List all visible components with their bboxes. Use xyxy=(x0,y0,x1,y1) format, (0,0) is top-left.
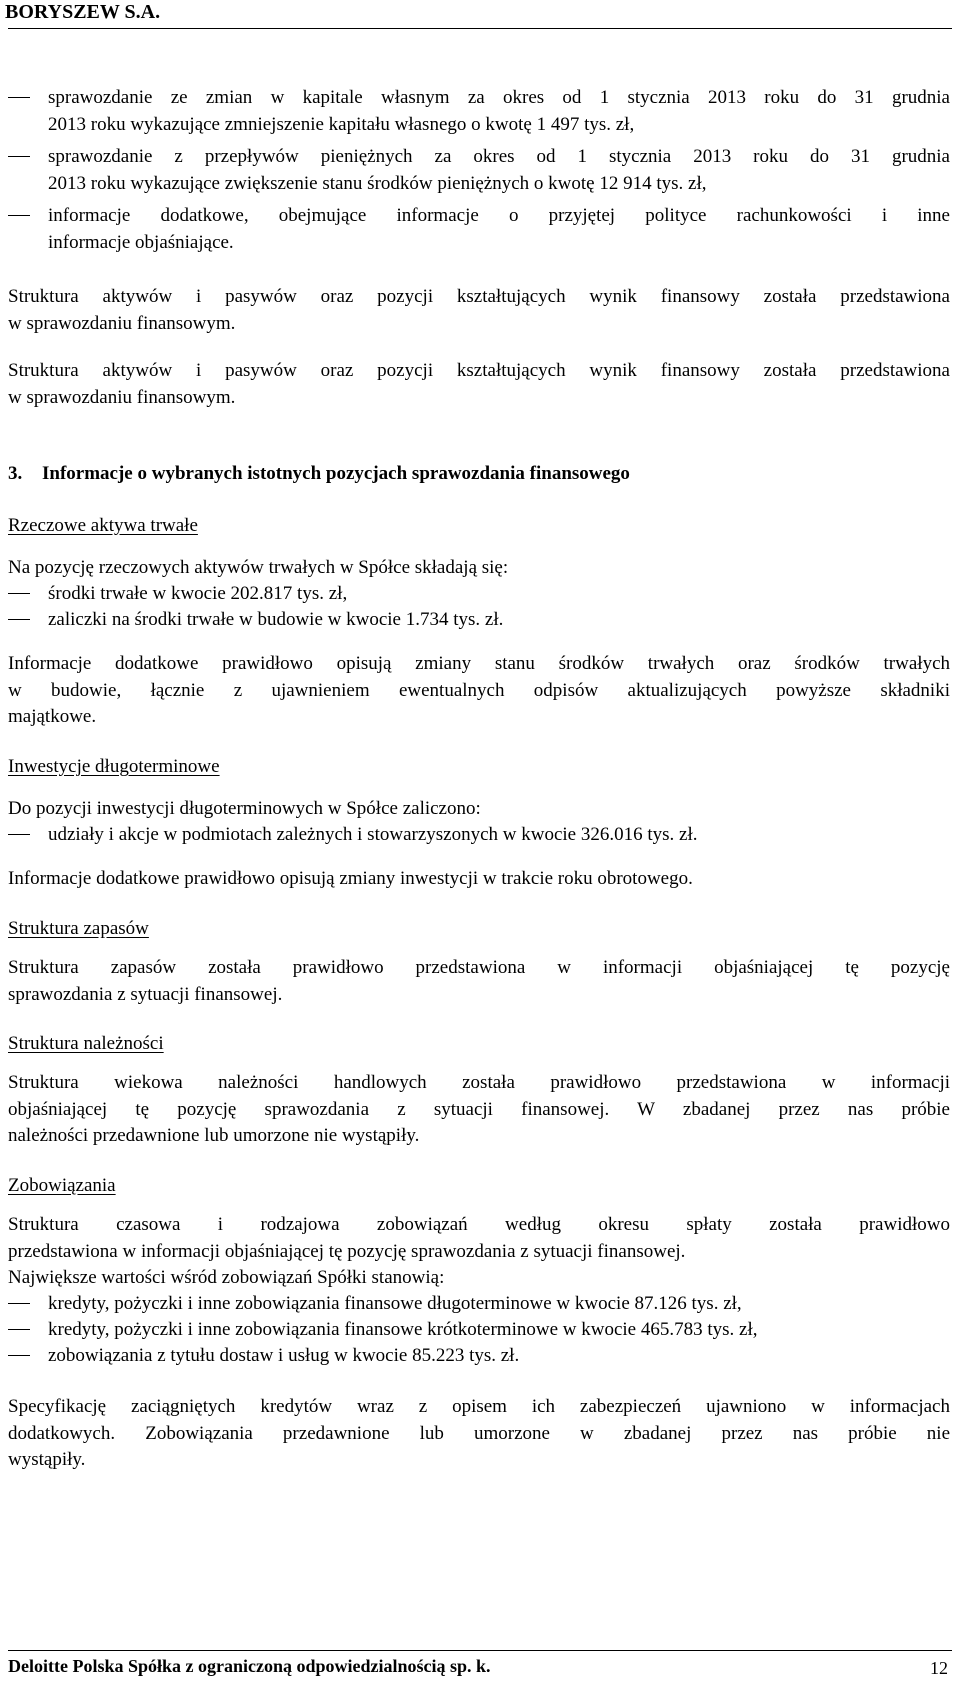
paragraph xyxy=(8,284,950,337)
dash-bullet-icon xyxy=(8,97,30,98)
section-heading xyxy=(8,461,950,488)
line: Struktura aktywów i pasywów oraz pozycji kształtujących wynik finansowy została przedstawiona xyxy=(8,360,950,381)
paragraph xyxy=(8,1212,950,1292)
dash-bullet-icon xyxy=(8,156,30,157)
subsection-heading: Struktura zapasów xyxy=(8,918,149,939)
line: 2013 roku wykazujące zmniejszenie kapitału własnego o kwotę 1 497 tys. zł, xyxy=(48,113,635,135)
dash-bullet-icon xyxy=(8,834,30,835)
paragraph xyxy=(8,955,950,1008)
line: Struktura wiekowa należności handlowych została prawidłowo przedstawiona w informacji xyxy=(8,1072,950,1093)
footer-rule xyxy=(8,1650,952,1651)
document-page: BORYSZEW S.A. sprawozdanie ze zmian w kapitale własnym za okres od 1 stycznia 2013 roku do 31 grudnia 2013 roku wykazujące zmniejszenie kapitału własnego o kwotę 1 497 tys. zł, sprawozdanie z przepływów pieniężnych za okres od 1 stycznia 2013 roku do 31 grudnia 2013 roku wykazujące zwiększenie stanu środków pieniężnych o kwotę 12 914 tys. zł, informacje dodatkowe, obejmujące informacje o przyjętej polityce rachunkowości i inne informacje objaśniające. Struktura aktywów i pasywów oraz pozycji kształtujących wynik finansowy została przedstawiona w sprawozdaniu finansowym. Struktura aktywów i pasywów oraz pozycji kształtujących wynik finansowy została przedstawiona w sprawozdaniu finansowym. 3. Informacje o wybranych istotnych pozycjach sprawozdania finansowego Rzeczowe aktywa trwałe Na pozycję rzeczowych aktywów trwałych w Spółce składają się: środki trwałe w kwocie 202.817 tys. zł, zaliczki na środki trwałe w budowie w kwocie 1.734 tys. zł. Informacje dodatkowe prawidłowo opisują zmiany stanu środków trwałych oraz środków trwałych w budowie, łącznie z ujawnieniem ewentualnych odpisów aktualizujących powyższe składniki majątkowe. Inwestycje długoterminowe Do pozycji inwestycji długoterminowych w Spółce zaliczono: udziały i akcje w podmiotach zależnych i stowarzyszonych w kwocie 326.016 tys. zł. Informacje dodatkowe prawidłowo opisują zmiany inwestycji w trakcie roku obrotowego. Struktura zapasów Struktura zapasów została prawidłowo przedstawiona w informacji objaśniającej tę pozycję sprawozdania z sytuacji finansowej. Struktura należności Struktura wiekowa należności handlowych została prawidłowo przedstawiona w informacji objaśniającej tę pozycję sprawozdania z sytuacji finansowej. W zbadanej przez nas próbie należności przedawnione lub umorzone nie wystąpiły. Zobowiązania Struktura czasowa i rodzajowa zobowiązań według okresu spłaty została prawidłowo przedstawiona w informacji objaśniającej tę pozycję sprawozdania z sytuacji finansowej. Największe wartości wśród zobowiązań Spółki stanowią: kredyty, pożyczki i inne zobowiązania finansowe długoterminowe w kwocie 87.126 tys. zł, kredyty, pożyczki i inne zobowiązania finansowe krótkoterminowe w kwocie 465.783 tys. zł, zobowiązania z tytułu dostaw i usług w kwocie 85.223 tys. zł. Specyfikację zaciągniętych kredytów wraz z opisem ich zabezpieczeń ujawniono w informacjach dodatkowych. Zobowiązania przedawnione lub umorzone w zbadanej przez nas próbie nie wystąpiły. Deloitte Polska Spółka z ograniczoną odpowiedzialnością sp. k. 12 xyxy=(5,1,950,1678)
subsection-heading: Inwestycje długoterminowe xyxy=(8,756,220,777)
line: Specyfikację zaciągniętych kredytów wraz z opisem ich zabezpieczeń ujawniono w informacjach xyxy=(8,1396,950,1417)
line: informacje objaśniające. xyxy=(48,231,234,253)
subsection-heading: Rzeczowe aktywa trwałe xyxy=(8,515,198,536)
footer-firm: Deloitte Polska Spółka z ograniczoną odpowiedzialnością sp. k. xyxy=(8,1656,491,1676)
line: sprawozdanie ze zmian w kapitale własnym za okres od 1 stycznia 2013 roku do 31 grudnia xyxy=(48,87,950,108)
dash-bullet-icon xyxy=(8,215,30,216)
dash-bullet-icon xyxy=(8,619,30,620)
paragraph: Do pozycji inwestycji długoterminowych w Spółce zaliczono: xyxy=(8,798,481,819)
paragraph xyxy=(8,1070,950,1150)
line: objaśniającej tę pozycję sprawozdania z sytuacji finansowej. W zbadanej przez nas próbie xyxy=(8,1098,950,1120)
paragraph: Na pozycję rzeczowych aktywów trwałych w Spółce składają się: xyxy=(8,557,509,578)
line: 2013 roku wykazujące zwiększenie stanu środków pieniężnych o kwotę 12 914 tys. zł, xyxy=(48,172,707,194)
paragraph xyxy=(8,651,950,731)
line: przedstawiona w informacji objaśniającej tę pozycję sprawozdania z sytuacji finansowej. xyxy=(8,1240,686,1262)
paragraph xyxy=(8,1394,950,1474)
header-rule xyxy=(8,28,952,29)
line: w sprawozdaniu finansowym. xyxy=(8,312,236,334)
paragraph xyxy=(8,358,950,411)
line: sprawozdanie z przepływów pieniężnych za okres od 1 stycznia 2013 roku do 31 grudnia xyxy=(48,146,950,167)
section-title: Informacje o wybranych istotnych pozycjach sprawozdania finansowego xyxy=(42,463,630,484)
line: w budowie, łącznie z ujawnieniem ewentualnych odpisów aktualizujących powyższe składniki xyxy=(8,679,950,701)
page-number: 12 xyxy=(930,1658,948,1678)
line: informacje dodatkowe, obejmujące informacje o przyjętej polityce rachunkowości i inne xyxy=(48,205,950,226)
subsection-heading: Struktura należności xyxy=(8,1033,164,1054)
line: Struktura aktywów i pasywów oraz pozycji kształtujących wynik finansowy została przedstawiona xyxy=(8,286,950,307)
line: majątkowe. xyxy=(8,706,97,727)
line: wystąpiły. xyxy=(8,1449,86,1470)
section-number: 3. xyxy=(8,463,23,484)
dash-bullet-icon xyxy=(8,593,30,594)
dash-bullet-icon xyxy=(8,1355,30,1356)
line: w sprawozdaniu finansowym. xyxy=(8,386,236,408)
dash-bullet-icon xyxy=(8,1329,30,1330)
line: Struktura zapasów została prawidłowo przedstawiona w informacji objaśniającej tę pozycję xyxy=(8,957,950,978)
line: należności przedawnione lub umorzone nie wystąpiły. xyxy=(8,1125,420,1146)
line: Największe wartości wśród zobowiązań Spółki stanowią: xyxy=(8,1267,445,1288)
line: sprawozdania z sytuacji finansowej. xyxy=(8,983,283,1005)
line: Struktura czasowa i rodzajowa zobowiązań według okresu spłaty została prawidłowo xyxy=(8,1214,950,1235)
company-header: BORYSZEW S.A. xyxy=(5,1,161,23)
dash-bullet-icon xyxy=(8,1303,30,1304)
line: Informacje dodatkowe prawidłowo opisują zmiany stanu środków trwałych oraz środków trwałych xyxy=(8,653,950,674)
line: dodatkowych. Zobowiązania przedawnione lub umorzone w zbadanej przez nas próbie nie xyxy=(8,1422,950,1444)
paragraph: Informacje dodatkowe prawidłowo opisują zmiany inwestycji w trakcie roku obrotowego. xyxy=(8,868,693,889)
subsection-heading: Zobowiązania xyxy=(8,1175,116,1196)
